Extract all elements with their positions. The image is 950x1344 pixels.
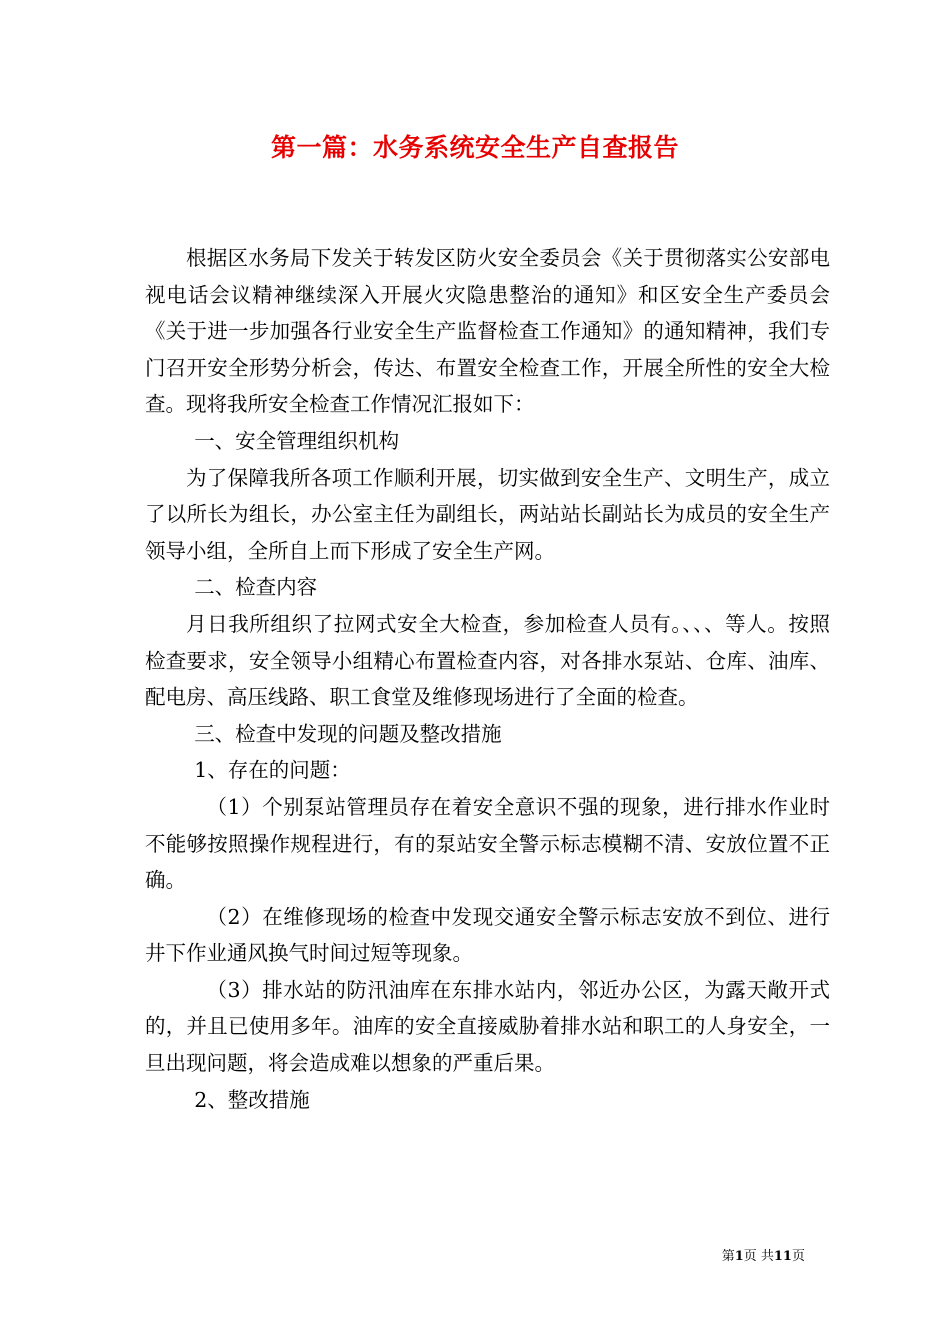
footer-middle: 页 共 (743, 1249, 774, 1264)
current-page-number: 1 (734, 1249, 744, 1264)
section-heading: 二、检查内容 (194, 575, 318, 600)
problem-item: （2）在维修现场的检查中发现交通安全警示标志安放不到位、进行井下作业通风换气时间过短等现象。 (145, 904, 830, 966)
total-pages-number: 11 (773, 1249, 792, 1264)
subsection-heading: 1、存在的问题： (194, 758, 351, 783)
section-heading: 一、安全管理组织机构 (194, 428, 400, 453)
document-body (145, 240, 830, 1118)
footer-suffix: 页 (791, 1249, 805, 1264)
body-paragraph: 月日我所组织了拉网式安全大检查，参加检查人员有。、、、等人。按照检查要求，安全领导小组精心布置检查内容，对各排水泵站、仓库、油库、配电房、高压线路、职工食堂及维修现场进行了全面的检查。 (145, 611, 830, 710)
subsection-heading: 2、整改措施 (194, 1087, 310, 1112)
document-title: 第一篇：水务系统安全生产自查报告 (270, 133, 679, 162)
page-footer (722, 1248, 805, 1266)
problem-item: （1）个别泵站管理员存在着安全意识不强的现象，进行排水作业时不能够按照操作规程进行，有的泵站安全警示标志模糊不清、安放位置不正确。 (145, 794, 830, 893)
footer-prefix: 第 (721, 1249, 735, 1264)
body-paragraph: 为了保障我所各项工作顺利开展，切实做到安全生产、文明生产，成立了以所长为组长，办公室主任为副组长，两站站长副站长为成员的安全生产领导小组，全所自上而下形成了安全生产网。 (145, 465, 830, 563)
problem-item: （3）排水站的防汛油库在东排水站内，邻近办公区，为露天敞开式的，并且已使用多年。油库的安全直接威胁着排水站和职工的人身安全，一旦出现问题，将会造成难以想象的严重后果。 (145, 977, 830, 1076)
body-paragraph: 根据区水务局下发关于转发区防火安全委员会《关于贯彻落实公安部电视电话会议精神继续深入开展火灾隐患整治的通知》和区安全生产委员会《关于进一步加强各行业安全生产监督检查工作通知》的通知精神，我们专门召开安全形势分析会，传达、布置安全检查工作，开展全所性的安全大检查。现将我所安全检查工作情况汇报如下： (145, 246, 830, 417)
section-heading: 三、检查中发现的问题及整改措施 (194, 721, 502, 746)
